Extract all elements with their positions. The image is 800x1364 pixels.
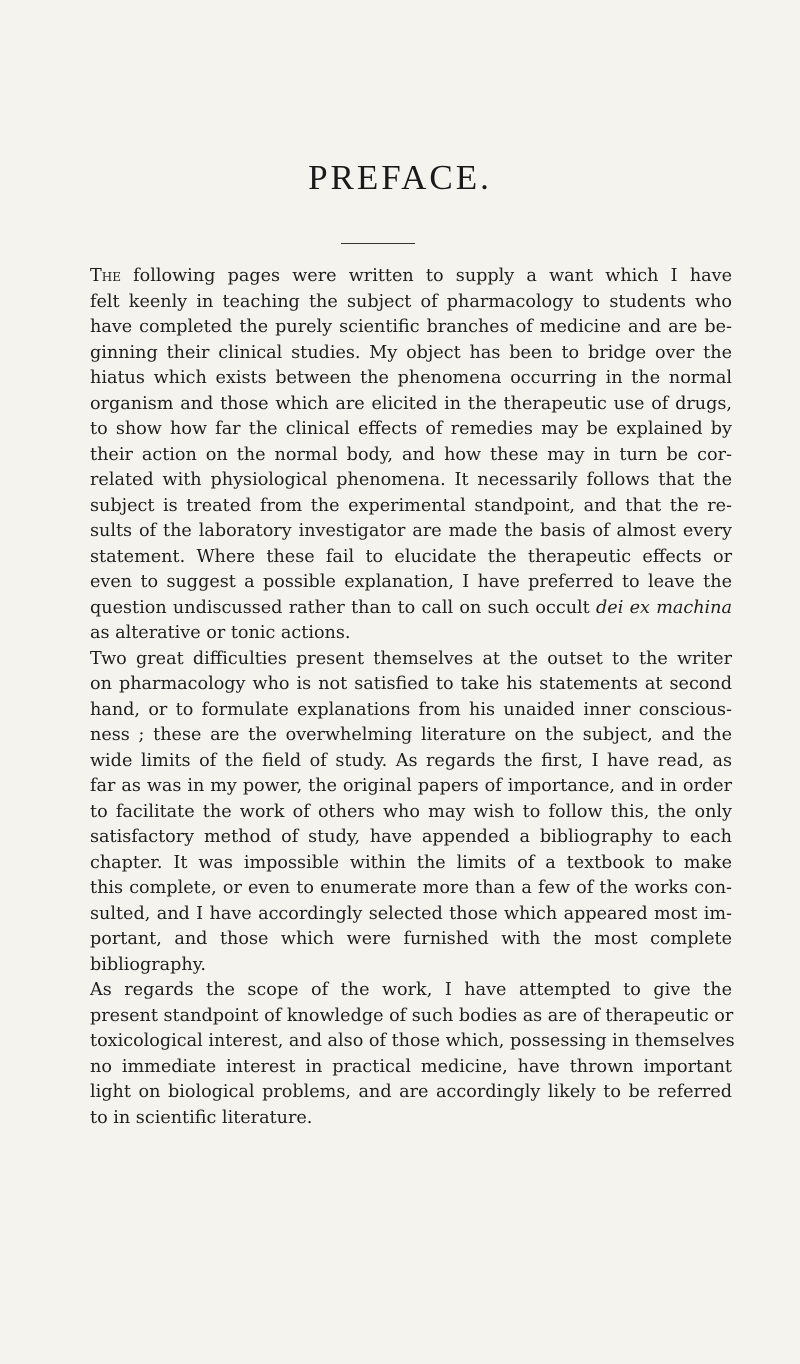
text-line: sulted, and I have accordingly selected those which appeared most im- bbox=[90, 903, 732, 924]
paragraph-3 bbox=[67, 978, 735, 1131]
italic-phrase: dei ex machina bbox=[596, 597, 733, 618]
text-line: to in scientific literature. bbox=[90, 1107, 313, 1128]
text-line: even to suggest a possible explanation, I have preferred to leave the bbox=[90, 572, 732, 592]
text-line: light on biological problems, and are accordingly likely to be referred bbox=[90, 1082, 732, 1102]
text-line: statement. Where these fail to elucidate the therapeutic effects or bbox=[90, 546, 732, 567]
lead-word: The bbox=[90, 266, 121, 286]
text-line: no immediate interest in practical medicine, have thrown important bbox=[90, 1056, 732, 1077]
text-line: on pharmacology who is not satisfied to take his statements at second bbox=[90, 674, 732, 694]
text-line: Two great difficulties present themselves at the outset to the writer bbox=[90, 648, 732, 669]
text-line: hiatus which exists between the phenomena occurring in the normal bbox=[90, 368, 732, 388]
paragraph-1 bbox=[67, 264, 732, 647]
text-line: chapter. It was impossible within the limits of a textbook to make bbox=[90, 852, 732, 873]
text-line: to show how far the clinical effects of remedies may be explained by bbox=[90, 419, 732, 439]
text-line: question undiscussed rather than to call on such occult dei ex machina bbox=[90, 597, 733, 618]
text-line: organism and those which are elicited in the therapeutic use of drugs, bbox=[90, 393, 732, 414]
text-line: felt keenly in teaching the subject of pharmacology to students who bbox=[90, 291, 732, 312]
text-line: ness ; these are the overwhelming literature on the subject, and the bbox=[90, 725, 732, 745]
text-line: toxicological interest, and also of those which, possessing in themselves bbox=[90, 1031, 735, 1051]
text-line: ginning their clinical studies. My object has been to bridge over the bbox=[90, 342, 732, 363]
paragraph-2 bbox=[67, 647, 732, 979]
preface-body bbox=[67, 264, 735, 1131]
text-line: bibliography. bbox=[90, 954, 206, 975]
page-title: PREFACE. bbox=[308, 158, 492, 197]
text-line: related with physiological phenomena. It necessarily follows that the bbox=[90, 470, 732, 490]
title-rule bbox=[341, 243, 415, 244]
text-line: their action on the normal body, and how these may in turn be cor- bbox=[90, 444, 732, 465]
text-line: The following pages were written to supply a want which I have bbox=[90, 266, 732, 286]
text-line: present standpoint of knowledge of such bodies as are of therapeutic or bbox=[90, 1005, 734, 1026]
text-line: satisfactory method of study, have appended a bibliography to each bbox=[90, 827, 732, 847]
text-line: to facilitate the work of others who may wish to follow this, the only bbox=[90, 801, 732, 822]
text-line: far as was in my power, the original papers of importance, and in order bbox=[90, 776, 732, 796]
text-line: as alterative or tonic actions. bbox=[90, 623, 351, 643]
text-line: subject is treated from the experimental standpoint, and that the re- bbox=[90, 495, 732, 516]
text-line: wide limits of the field of study. As regards the first, I have read, as bbox=[90, 750, 732, 771]
text-line: have completed the purely scientific branches of medicine and are be- bbox=[90, 317, 732, 337]
text-line: sults of the laboratory investigator are made the basis of almost every bbox=[90, 521, 732, 541]
text-line: this complete, or even to enumerate more than a few of the works con- bbox=[90, 878, 732, 898]
text-line: hand, or to formulate explanations from his unaided inner conscious- bbox=[90, 699, 732, 720]
text-line: As regards the scope of the work, I have attempted to give the bbox=[90, 980, 732, 1000]
text-line: portant, and those which were furnished with the most complete bbox=[90, 929, 732, 949]
